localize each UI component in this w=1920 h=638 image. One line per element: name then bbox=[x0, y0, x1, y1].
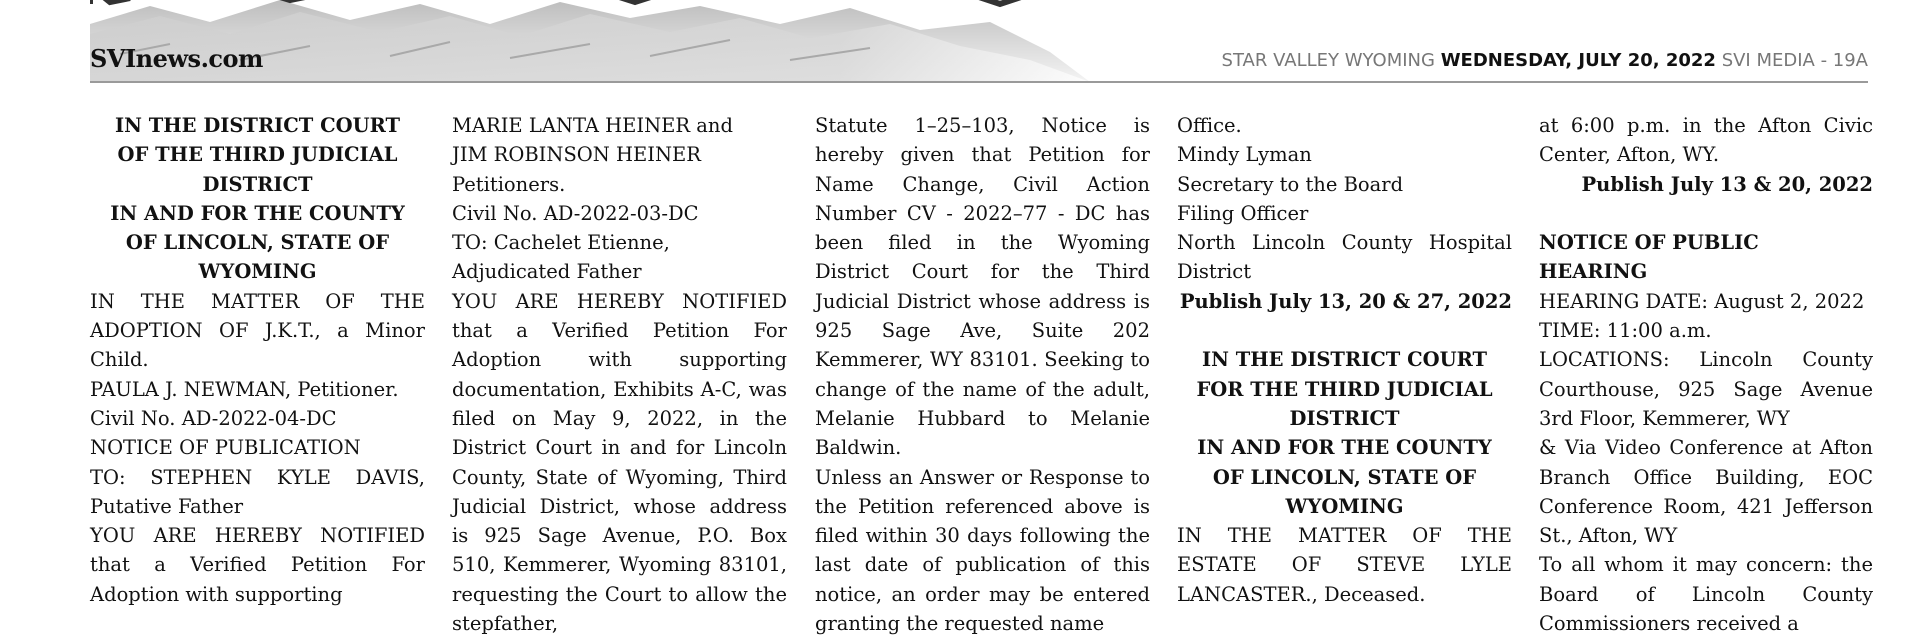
header-rule bbox=[90, 81, 1868, 83]
spacer bbox=[1177, 316, 1512, 345]
civil-number: Civil No. AD-2022-03-DC bbox=[452, 201, 699, 225]
video-conference-location: & Via Video Conference at Afton Branch Office Building, EOC Conference Room, 421 Jefferson St., Afton, WY bbox=[1539, 436, 1873, 548]
notice-text: at 6:00 p.m. in the Afton Civic Center, Afton, WY. bbox=[1539, 114, 1873, 167]
hearing-date: HEARING DATE: August 2, 2022 bbox=[1539, 289, 1865, 313]
civil-number: Civil No. AD-2022-04-DC bbox=[90, 406, 337, 430]
notice-body: To all whom it may concern: the Board of Lincoln County Commissioners received a bbox=[1539, 553, 1873, 636]
court-heading-line: IN AND FOR THE COUNTY bbox=[1197, 436, 1492, 460]
court-heading-line: DISTRICT bbox=[202, 172, 313, 196]
matter-text: IN THE MATTER OF THE ESTATE OF STEVE LYLE LANCASTER., Deceased. bbox=[1177, 524, 1512, 606]
dateline-region: STAR VALLEY WYOMING bbox=[1221, 50, 1435, 71]
court-heading-line: DISTRICT bbox=[1289, 406, 1400, 430]
court-heading-line: WYOMING bbox=[1285, 494, 1404, 518]
petitioner-line: MARIE LANTA HEINER and bbox=[452, 114, 733, 137]
petitioner-text: PAULA J. NEWMAN, Petitioner. bbox=[90, 377, 399, 401]
notice-body: YOU ARE HEREBY NOTIFIED that a Verified Petition For Adoption with supporting documentation, Exhibits A-C, was filed on May 9, 2022, in the District Court in and for Lincoln County, State of Wyoming, Third Judicial District, whose address is 925 Sage Avenue, P.O. Box 510, Kemmerer, Wyoming 83101, requesting the Court to allow the stepfather, bbox=[452, 289, 787, 636]
district-name: North Lincoln County Hospital District bbox=[1177, 231, 1512, 284]
addressee-text: TO: STEPHEN KYLE DAVIS, Putative Father bbox=[90, 465, 425, 518]
court-heading-line: IN THE DISTRICT COURT bbox=[115, 114, 400, 137]
notice-paragraph: Statute 1–25–103, Notice is hereby given that Petition for Name Change, Civil Action Number CV - 2022–77 - DC has been filed in the Wyoming District Court for the Third Judicial District whose address is 925 Sage Ave, Suite 202 Kemmerer, WY 83101. Seeking to change of the name of the adult, Melanie Hubbard to Melanie Baldwin. bbox=[815, 114, 1150, 460]
office-text: Office. bbox=[1177, 114, 1242, 137]
column-4 bbox=[1177, 111, 1512, 609]
addressee-text: TO: Cachelet Etienne, Adjudicated Father bbox=[452, 231, 670, 284]
column-2 bbox=[452, 111, 787, 638]
signer-title: Secretary to the Board bbox=[1177, 172, 1404, 196]
dateline bbox=[1222, 50, 1868, 71]
hearing-locations: LOCATIONS: Lincoln County Courthouse, 925 Sage Avenue 3rd Floor, Kemmerer, WY bbox=[1539, 348, 1873, 430]
masthead-banner bbox=[0, 0, 1920, 86]
notice-paragraph: Unless an Answer or Response to the Petition referenced above is filed within 30 days following the last date of publication of this notice, an order may be entered granting the requested name bbox=[815, 465, 1150, 636]
signer-title: Filing Officer bbox=[1177, 201, 1309, 225]
dateline-date: WEDNESDAY, JULY 20, 2022 bbox=[1440, 50, 1716, 71]
petitioner-line: JIM ROBINSON HEINER bbox=[452, 143, 701, 167]
court-heading-line: IN THE DISTRICT COURT bbox=[1202, 348, 1487, 372]
signer-name: Mindy Lyman bbox=[1177, 143, 1312, 167]
spacer bbox=[1539, 199, 1873, 228]
notice-heading: NOTICE OF PUBLIC HEARING bbox=[1539, 231, 1759, 284]
court-heading-line: OF LINCOLN, STATE OF bbox=[125, 231, 390, 255]
column-3 bbox=[815, 111, 1150, 638]
notice-body: YOU ARE HEREBY NOTIFIED that a Verified Petition For Adoption with supporting bbox=[90, 524, 425, 606]
matter-text: IN THE MATTER OF THE ADOPTION OF J.K.T., a Minor Child. bbox=[90, 289, 425, 372]
court-heading-line: OF THE THIRD JUDICIAL bbox=[117, 143, 398, 167]
court-heading-line: IN AND FOR THE COUNTY bbox=[110, 201, 405, 225]
column-5 bbox=[1539, 111, 1873, 638]
court-heading-line: OF LINCOLN, STATE OF bbox=[1212, 465, 1477, 489]
notice-title: NOTICE OF PUBLICATION bbox=[90, 436, 361, 460]
publish-dates: Publish July 13, 20 & 27, 2022 bbox=[1179, 289, 1512, 313]
dateline-page: SVI MEDIA - 19A bbox=[1721, 50, 1868, 71]
court-heading-line: WYOMING bbox=[198, 260, 317, 284]
petitioner-line: Petitioners. bbox=[452, 172, 566, 196]
column-1 bbox=[90, 111, 425, 609]
publish-dates: Publish July 13 & 20, 2022 bbox=[1581, 172, 1873, 196]
court-heading-line: FOR THE THIRD JUDICIAL bbox=[1196, 377, 1493, 401]
site-name: SVInews.com bbox=[90, 44, 263, 73]
hearing-time: TIME: 11:00 a.m. bbox=[1539, 319, 1712, 343]
